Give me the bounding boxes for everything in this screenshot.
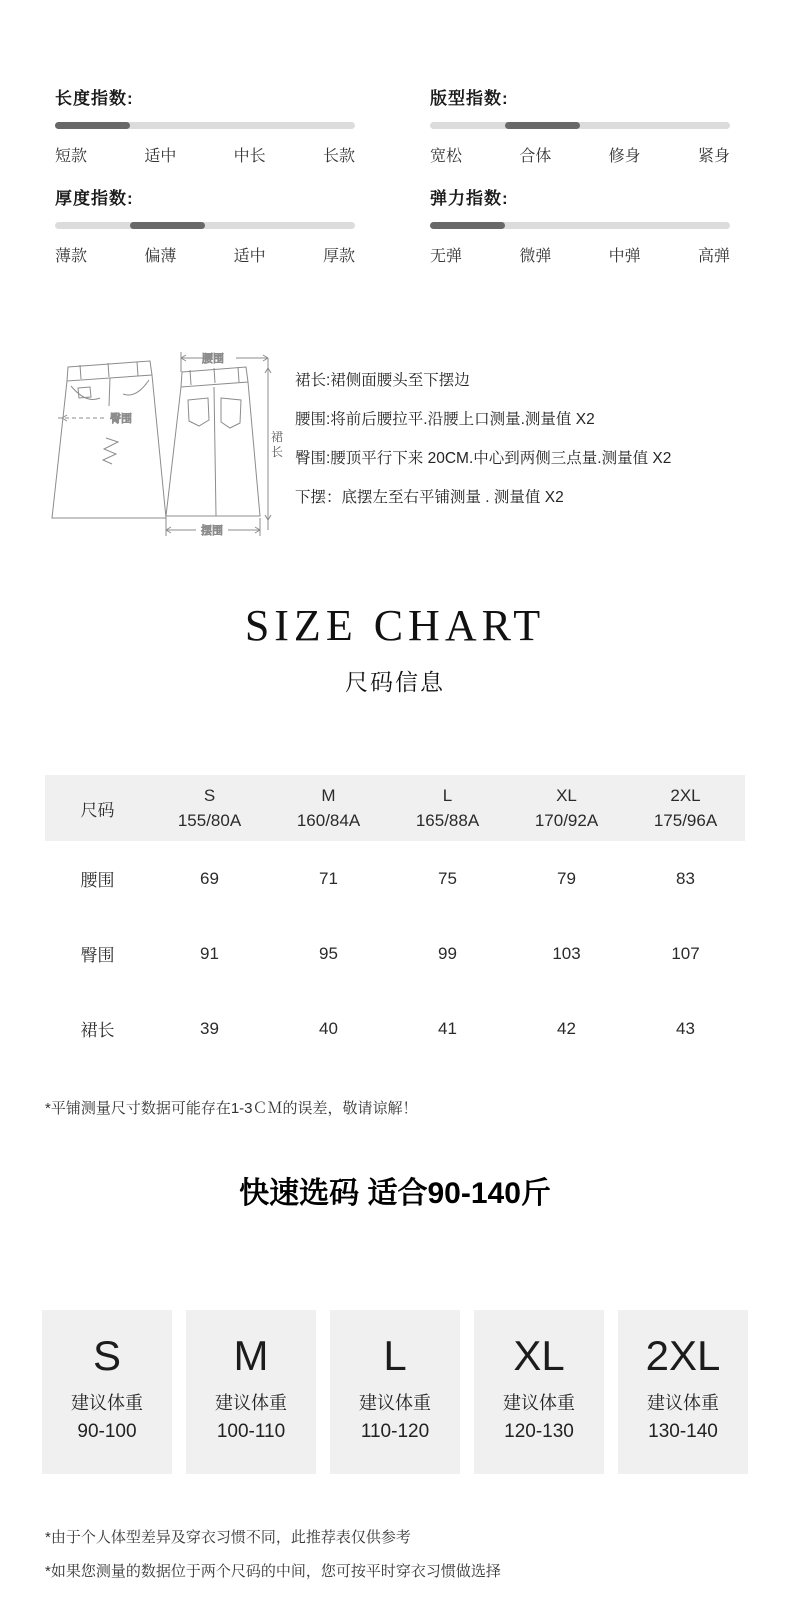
skirt-length-diagram-label: 裙长 [271, 430, 284, 459]
skirt-front-view [52, 361, 166, 518]
fit-label-1: 宽松 [430, 148, 463, 165]
elasticity-label-1: 无弹 [430, 248, 463, 265]
table-row-skirt-length: 裙长 39 40 41 42 43 [80, 1018, 695, 1040]
measurement-tolerance-note: *平铺测量尺寸数据可能存在1-3ＣＭ的误差，敬请谅解！ [45, 1100, 418, 1117]
size-col-l: L 165/88A [415, 785, 480, 830]
quick-pick-title: 快速选码 适合90-140斤 [239, 1177, 551, 1210]
length-index-title: 长度指数: [55, 89, 134, 108]
size-table-header [45, 775, 745, 841]
length-label-2: 适中 [144, 148, 177, 165]
size-box-l: L 建议体重 110-120 [330, 1310, 460, 1474]
fit-index-labels [430, 143, 730, 166]
skirt-back-view [166, 352, 271, 536]
waist-diagram-label: 腰围 [202, 353, 224, 365]
skirt-diagram [48, 342, 293, 542]
fit-index-title: 版型指数: [430, 89, 509, 108]
fit-index-fill [505, 122, 580, 129]
footer-note-between-sizes: *如果您测量的数据位于两个尺码的中间，您可按平时穿衣习惯做选择 [45, 1563, 501, 1580]
length-label-4: 长款 [322, 148, 355, 165]
length-index-labels [55, 143, 355, 166]
fit-label-3: 修身 [608, 148, 641, 165]
fit-index-track [430, 122, 730, 129]
size-chart-title-en: SIZE CHART [244, 601, 546, 650]
elasticity-index-labels [430, 243, 730, 266]
fit-label-4: 紧身 [697, 148, 730, 165]
thickness-index-fill [130, 222, 205, 229]
length-index [55, 84, 355, 166]
size-col-xl: XL 170/92A [534, 785, 599, 830]
elasticity-index [430, 184, 730, 266]
size-table [45, 775, 745, 1066]
thickness-label-4: 厚款 [322, 248, 355, 265]
length-index-fill [55, 122, 130, 129]
quick-pick-boxes [42, 1310, 748, 1474]
thickness-index [55, 184, 355, 266]
length-label-3: 中长 [233, 148, 266, 165]
size-col-2xl: 2XL 175/96A [653, 785, 718, 830]
table-row-waist: 腰围 69 71 75 79 83 [80, 868, 695, 890]
size-chart-title-cn: 尺码信息 [345, 669, 445, 695]
size-box-m: M 建议体重 100-110 [186, 1310, 316, 1474]
thickness-label-2: 偏薄 [144, 248, 177, 265]
elasticity-index-title: 弹力指数: [430, 189, 509, 208]
elasticity-index-track [430, 222, 730, 229]
elasticity-index-fill [430, 222, 505, 229]
hem-diagram-label: 摆围 [201, 525, 223, 537]
instruction-skirt-length: 裙长:裙侧面腰头至下摆边 [295, 372, 470, 389]
thickness-index-labels [55, 243, 355, 266]
thickness-index-title: 厚度指数: [55, 189, 134, 208]
size-table-corner: 尺码 [80, 800, 115, 820]
thickness-index-track [55, 222, 355, 229]
size-col-s: S 155/80A [177, 785, 242, 830]
size-col-m: M 160/84A [296, 785, 361, 830]
table-row-hip: 臀围 91 95 99 103 107 [80, 943, 700, 965]
thickness-label-1: 薄款 [55, 248, 88, 265]
footer-note-body-difference: *由于个人体型差异及穿衣习惯不同，此推荐表仅供参考 [45, 1529, 411, 1546]
size-box-2xl: 2XL 建议体重 130-140 [618, 1310, 748, 1474]
fit-index [430, 84, 730, 166]
size-box-xl: XL 建议体重 120-130 [474, 1310, 604, 1474]
thickness-label-3: 适中 [233, 248, 266, 265]
length-label-1: 短款 [55, 148, 88, 165]
instruction-hip: 臀围:腰顶平行下来 20CM.中心到两侧三点量.测量值 X2 [295, 450, 672, 467]
measurement-instructions [295, 368, 735, 507]
elasticity-label-2: 微弹 [519, 248, 552, 265]
size-box-s: S 建议体重 90-100 [42, 1310, 172, 1474]
footer-notes [45, 1526, 501, 1581]
elasticity-label-3: 中弹 [608, 248, 641, 265]
instruction-waist: 腰围:将前后腰拉平.沿腰上口测量.测量值 X2 [295, 411, 595, 428]
length-index-track [55, 122, 355, 129]
hip-diagram-label: 臀围 [110, 413, 132, 425]
elasticity-label-4: 高弹 [697, 248, 730, 265]
instruction-hem: 下摆：底摆左至右平铺测量 . 测量值 X2 [295, 489, 564, 506]
fit-label-2: 合体 [519, 148, 552, 165]
